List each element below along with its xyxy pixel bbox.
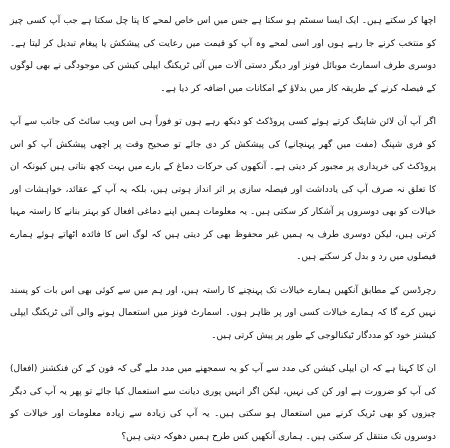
article-paragraph-4: ان کا کہنا ہے کہ ان ایپلی کیشن کی مدد سے آپ کو یہ سمجھنے میں مدد ملے گی کہ فون کے کن فنکشنز (افعال) کی آپ کو ضرورت ہے اور کن کی نہیں، لیکن اگر انہیں پوری دیانت سے استعمال کیا جائے تو پھر یہ آپ کی دیگر چیزوں کو بھی ٹریک کرنے میں استعمال ہو سکتی ہیں۔ یہ آپ کی زیادہ سے زیادہ معلومات اور خیالات کو دوسروں تک منتقل کر سکتی ہیں۔ ہماری آنکھیں کس طرح ہمیں دھوکہ دیتی ہیں؟ bbox=[10, 364, 436, 442]
article-paragraph-3: رچرڈسن کے مطابق آنکھیں ہمارے خیالات تک پہنچنے کا راستہ ہیں، اور ہم میں سے کوئی بھی اس بات کو پسند نہیں کرے گا کہ ہمارے خیالات کسی اور پر ظاہر ہوں۔ اسمارٹ فونز میں استعمال ہونے والی آئی ٹریکنگ ایپلی کیشنز خود کو مددگار ٹیکنالوجی کے طور پر پیش کرتی ہیں۔ bbox=[10, 285, 436, 341]
article-paragraph-1: اچھا کر سکتے ہیں۔ ایک ایسا سسٹم ہو سکتا ہے جس میں اس خاص لمحے کا پتا چل سکتا ہے جب آپ کسی چیز کو منتخب کرنے جا رہے ہوں اور اسی لمحے وہ آپ کو قیمت میں رعایت کی پیشکش یا پیغام تبدیل کر لیتا ہے۔ دوسری طرف اسمارٹ موبائل فونز اور دیگر دستی آلات میں آئی ٹریکنگ ایپلی کیشن کی موجودگی نے بھی لوگوں کے فیصلہ کرنے کے طریقہ کار میں بدلاؤ کے امکانات میں اضافہ کر دیا ہے۔ bbox=[10, 16, 436, 94]
article-paragraph-2: اگر آپ آن لائن شاپنگ کرتے ہوئے کسی پروڈکٹ کو دیکھ رہے ہوں تو فوراً ہی اس ویب سائٹ کی جانب سے آپ کو فری شپنگ (مفت میں گھر پہنچانے) کی پیشکش کر دی جائے تو صحیح وقت پر اچھی پیشکش آپ کو اس پروڈکٹ کی خریداری پر مجبور کر دیتی ہے۔ آنکھوں کی حرکات دماغ کے بارے میں بہت کچھ بتاتی ہیں کیونکہ ان کا تعلق نہ صرف آپ کی یادداشت اور فیصلہ سازی پر اثر انداز ہوتی ہیں، بلکہ یہ آپ کے عقائد، خواہشات اور خیالات کو بھی دوسروں پر آشکار کر سکتی ہیں۔ یہ معلومات ہمیں اپنے دماغی افعال کو بہتر بنانے کا راستہ مہیا کرتی ہیں، لیکن دوسری طرف یہ ہمیں غیر محفوظ بھی کر دیتی ہیں کہ لوگ اس کا فائدہ اٹھاتے ہوئے ہمارے فیصلوں میں رد و بدل کر سکتے ہیں۔ bbox=[10, 117, 436, 262]
